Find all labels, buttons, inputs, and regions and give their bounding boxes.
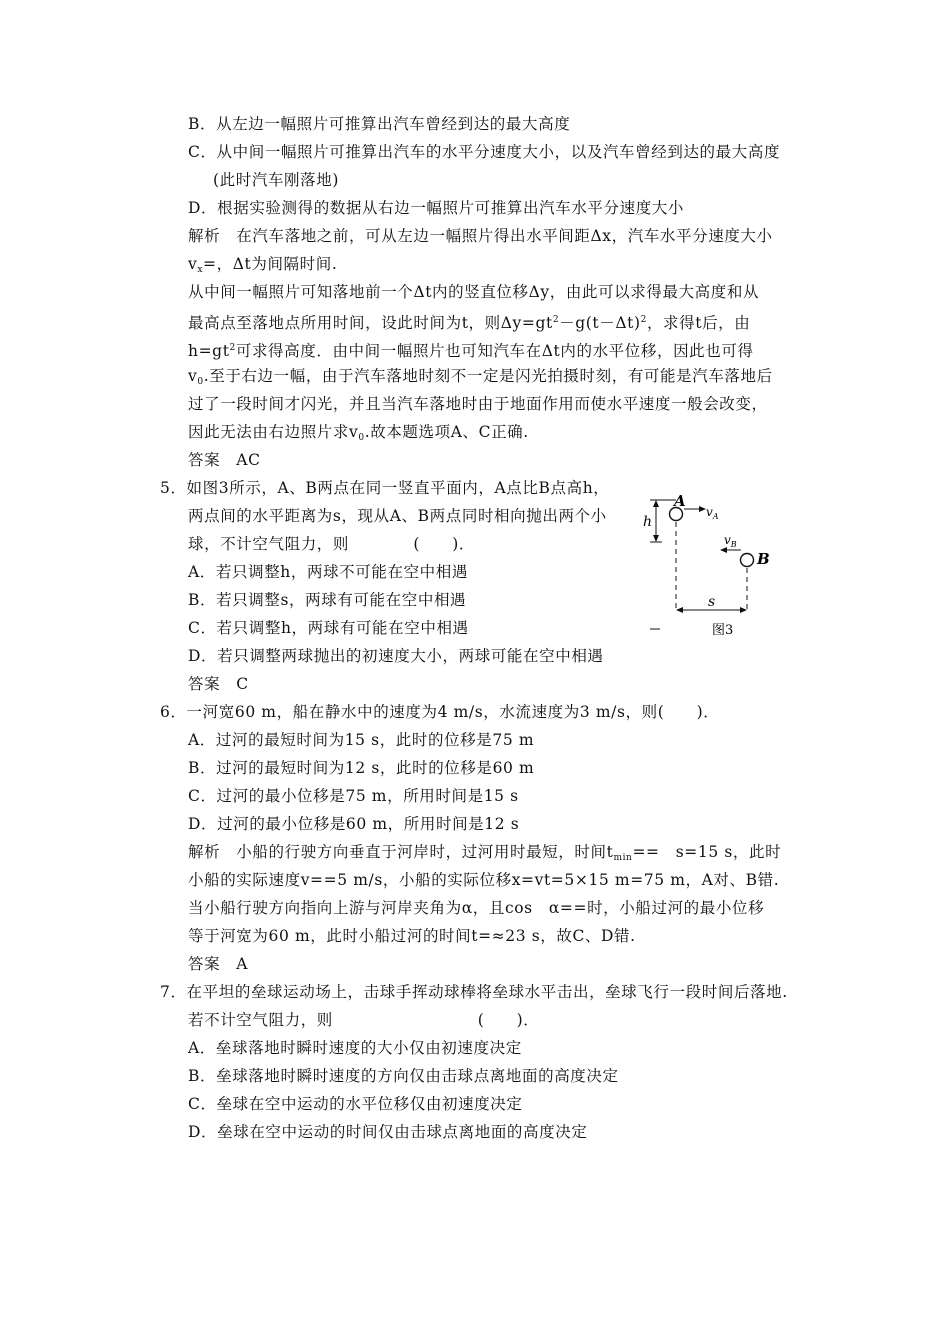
text-line: 解析 在汽车落地之前，可从左边一幅照片得出水平间距Δx，汽车水平分速度大小 [188,227,773,245]
height-arrow-down [653,535,659,542]
text-line: $h=gt^2$可求得高度．由中间一幅照片也可知汽车在Δt内的水平位移，因此也可得 [188,342,754,360]
text-line: D．过河的最小位移是60 m，所用时间是12 s [188,815,520,833]
velocity-b-arrowhead [720,547,727,553]
velocity-a-arrowhead [699,506,706,512]
velocity-b-label: $v_B$ [724,533,737,549]
distance-label: s [708,594,716,610]
text-line: C．若只调整h，两球有可能在空中相遇 [188,619,469,637]
text-line: C．过河的最小位移是75 m，所用时间是15 s [188,787,519,805]
text-line: A．若只调整h，两球不可能在空中相遇 [188,563,468,581]
text-line: A．过河的最短时间为15 s，此时的位移是75 m [188,731,535,749]
distance-arrow-left [676,607,683,613]
figure-caption: 图3 [712,623,734,638]
text-line: (此时汽车刚落地) [213,171,339,189]
text-line: 小船的实际速度v==5 m/s，小船的实际位移x=vt=5×15 m=75 m，A对、B错. [188,871,780,889]
text-line: $v_x=$，Δt为间隔时间. [188,255,338,275]
text-line: A．垒球落地时瞬时速度的大小仅由初速度决定 [188,1039,522,1057]
figure-3-diagram [640,492,790,642]
text-line: 从中间一幅照片可知落地前一个Δt内的竖直位移Δy，由此可以求得最大高度和从 [188,283,760,301]
text-line: B．若只调整s，两球有可能在空中相遇 [188,591,467,609]
text-line: C．垒球在空中运动的水平位移仅由初速度决定 [188,1095,523,1113]
text-line: B．从左边一幅照片可推算出汽车曾经到达的最大高度 [188,115,571,133]
ball-b [741,554,754,567]
text-line: C．从中间一幅照片可推算出汽车的水平分速度大小，以及汽车曾经到达的最大高度 [188,143,781,161]
text-line: D．根据实验测得的数据从右边一幅照片可推算出汽车水平分速度大小 [188,199,685,217]
text-line: 球，不计空气阻力，则 ( )． [188,535,475,553]
text-line: 等于河宽为60 m，此时小船过河的时间t=≈23 s，故C、D错. [188,927,636,945]
text-line: D．若只调整两球抛出的初速度大小，两球可能在空中相遇 [188,647,604,665]
text-line: 答案 AC [188,451,261,469]
text-line: 因此无法由右边照片求$v_0$.故本题选项A、C正确. [188,423,529,443]
text-line: 答案 C [188,675,249,693]
height-label: h [643,514,653,530]
text-line: 解析 小船的行驶方向垂直于河岸时，过河用时最短，时间$t_{min}==$ s=15 s，此时 [188,843,782,863]
text-line: B．垒球落地时瞬时速度的方向仅由击球点离地面的高度决定 [188,1067,619,1085]
point-b-label: B [757,550,770,568]
text-line: 过了一段时间才闪光，并且当汽车落地时由于地面作用而使水平速度一般会改变， [188,395,768,413]
text-line: 7．在平坦的垒球运动场上，击球手挥动球棒将垒球水平击出，垒球飞行一段时间后落地. [160,983,788,1001]
text-line: 当小船行驶方向指向上游与河岸夹角为α，且cos α==时，小船过河的最小位移 [188,899,765,917]
distance-arrow-right [740,607,747,613]
height-arrow-up [653,500,659,507]
text-line: D．垒球在空中运动的时间仅由击球点离地面的高度决定 [188,1123,588,1141]
text-line: B．过河的最短时间为12 s，此时的位移是60 m [188,759,535,777]
velocity-a-label: $v_A$ [706,505,719,521]
text-line: 答案 A [188,955,249,973]
text-line: 若不计空气阻力，则 ( )． [188,1011,540,1029]
text-line: 6．一河宽60 m，船在静水中的速度为4 m/s，水流速度为3 m/s，则( )． [160,703,720,721]
text-line: 最高点至落地点所用时间，设此时间为t，则$\Delta y=gt^2-g(t-\Delta t)^2$，求得t后，由 [188,314,751,332]
text-line: 两点间的水平距离为s，现从A、B两点同时相向抛出两个小 [188,507,607,525]
text-line: $v_0$.至于右边一幅，由于汽车落地时刻不一定是闪光拍摄时刻，有可能是汽车落地后 [188,367,773,387]
text-line: 5．如图3所示，A、B两点在同一竖直平面内，A点比B点高h， [160,479,610,497]
point-a-label: A [674,492,686,510]
